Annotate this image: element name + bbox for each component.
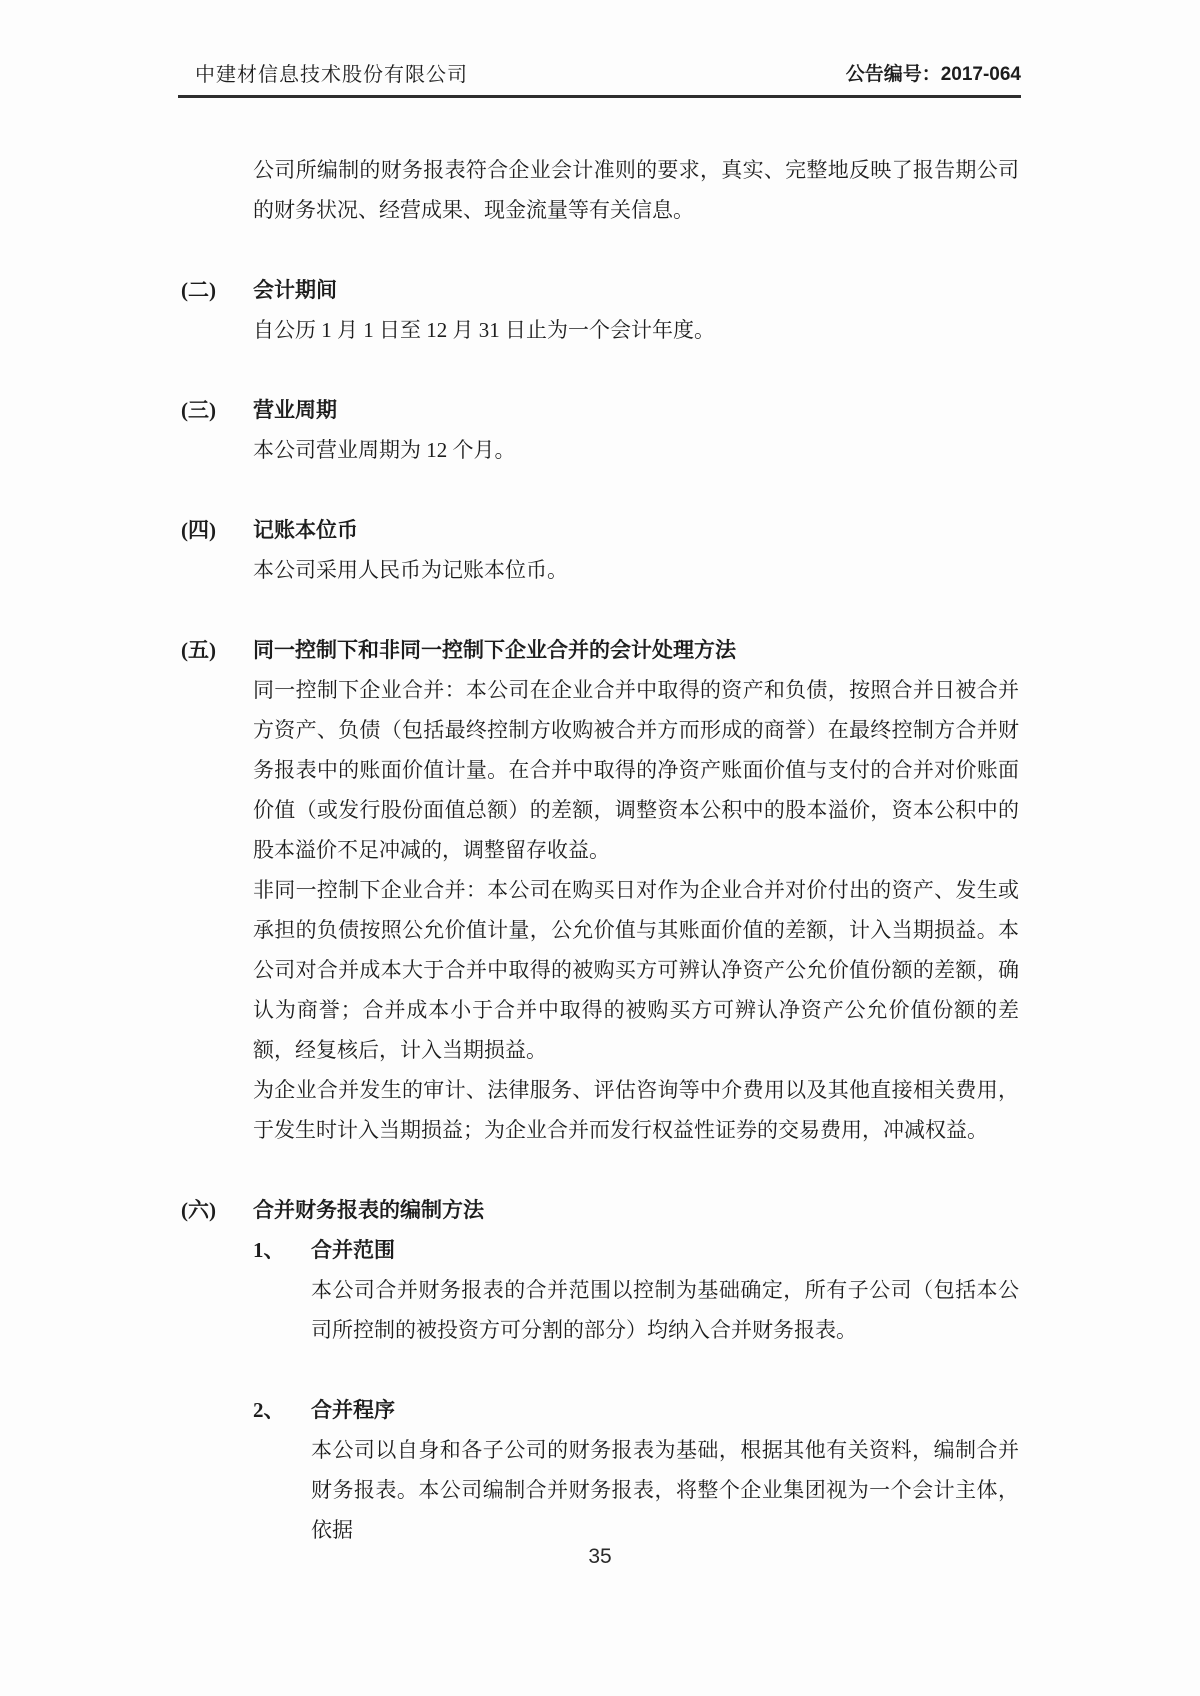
section-number: (二) xyxy=(181,278,216,302)
section-number: (三) xyxy=(181,398,216,422)
section-number: (四) xyxy=(181,518,216,542)
section-number: (六) xyxy=(181,1198,216,1222)
section-body xyxy=(253,390,1019,470)
section-body xyxy=(253,1190,1019,1550)
section-accounting-period xyxy=(181,270,1019,350)
page-header xyxy=(178,62,1021,98)
subsection-title: 合并范围 xyxy=(311,1238,395,1262)
section-operating-cycle xyxy=(181,390,1019,470)
section-paragraph: 为企业合并发生的审计、法律服务、评估咨询等中介费用以及其他直接相关费用，于发生时计入当期损益；为企业合并而发行权益性证券的交易费用，冲减权益。 xyxy=(253,1078,1019,1142)
section-consolidation-method xyxy=(181,1190,1019,1550)
company-name: 中建材信息技术股份有限公司 xyxy=(195,64,468,86)
section-body xyxy=(253,630,1019,1150)
section-title: 营业周期 xyxy=(253,398,337,422)
section-title: 合并财务报表的编制方法 xyxy=(253,1198,484,1222)
document-content xyxy=(181,150,1019,1550)
section-title: 会计期间 xyxy=(253,278,337,302)
section-number: (五) xyxy=(181,638,216,662)
subsection-body xyxy=(311,1390,1019,1550)
section-paragraph: 非同一控制下企业合并：本公司在购买日对作为企业合并对价付出的资产、发生或承担的负债按照公允价值计量，公允价值与其账面价值的差额，计入当期损益。本公司对合并成本大于合并中取得的被购买方可辨认净资产公允价值份额的差额，确认为商誉；合并成本小于合并中取得的被购买方可辨认净资产公允价值份额的差额，经复核后，计入当期损益。 xyxy=(253,878,1019,1062)
section-functional-currency xyxy=(181,510,1019,590)
subsection-paragraph: 本公司以自身和各子公司的财务报表为基础，根据其他有关资料，编制合并财务报表。本公司编制合并财务报表，将整个企业集团视为一个会计主体，依据 xyxy=(311,1438,1019,1542)
section-paragraph: 本公司营业周期为 12 个月。 xyxy=(253,438,516,462)
section-business-combination xyxy=(181,630,1019,1150)
section-paragraph: 本公司采用人民币为记账本位币。 xyxy=(253,558,568,582)
subsection-number: 2、 xyxy=(253,1398,285,1422)
announcement-number: 公告编号：2017-064 xyxy=(845,64,1021,86)
subsection-number: 1、 xyxy=(253,1238,285,1262)
subsection-body xyxy=(311,1230,1019,1350)
section-paragraph: 自公历 1 月 1 日至 12 月 31 日止为一个会计年度。 xyxy=(253,318,715,342)
subsection-paragraph: 本公司合并财务报表的合并范围以控制为基础确定，所有子公司（包括本公司所控制的被投资方可分割的部分）均纳入合并财务报表。 xyxy=(311,1278,1019,1342)
section-title: 同一控制下和非同一控制下企业合并的会计处理方法 xyxy=(253,638,736,662)
section-body xyxy=(253,270,1019,350)
section-body xyxy=(253,510,1019,590)
subsection-consolidation-scope xyxy=(253,1230,1019,1350)
page-number: 35 xyxy=(588,1545,612,1568)
subsection-consolidation-procedure xyxy=(253,1390,1019,1550)
subsection-title: 合并程序 xyxy=(311,1398,395,1422)
section-paragraph: 同一控制下企业合并：本公司在企业合并中取得的资产和负债，按照合并日被合并方资产、负债（包括最终控制方收购被合并方而形成的商誉）在最终控制方合并财务报表中的账面价值计量。在合并中取得的净资产账面价值与支付的合并对价账面价值（或发行股份面值总额）的差额，调整资本公积中的股本溢价，资本公积中的股本溢价不足冲减的，调整留存收益。 xyxy=(253,678,1019,862)
intro-paragraph: 公司所编制的财务报表符合企业会计准则的要求，真实、完整地反映了报告期公司的财务状况、经营成果、现金流量等有关信息。 xyxy=(253,158,1019,222)
section-title: 记账本位币 xyxy=(253,518,358,542)
